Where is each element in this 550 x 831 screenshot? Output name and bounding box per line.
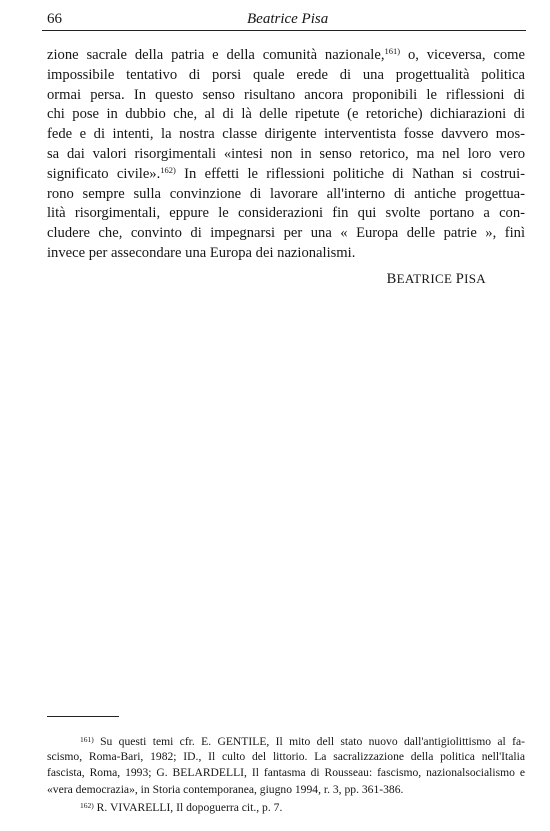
body-line: invece per assecondare una Europa dei nazionalismi. — [47, 244, 356, 261]
footnotes — [47, 732, 525, 815]
body-paragraph — [47, 46, 525, 264]
body-line: zione sacrale della patria e della comunità nazionale,$^{161)}$ o, viceversa, come — [47, 46, 525, 63]
footnote-162: $^{162)}$ R. VIVARELLI, Il dopoguerra cit., p. 7. — [80, 801, 283, 814]
author-signature: BEATRICE PISA — [386, 271, 486, 287]
footnote-161-cont: scismo, Roma-Bari, 1982; ID., Il culto del littorio. La sacralizzazione della politica nell'Italia — [47, 749, 525, 763]
body-line: significato civile».$^{162)}$ In effetti le riflessioni politiche di Nathan si costrui- — [47, 164, 525, 182]
body-line: fede e di intenti, la nostra classe dirigente interventista fosse davvero mos- — [47, 126, 525, 143]
body-line: lità risorgimentali, eppure le considerazioni fin qui svolte portano a con- — [47, 205, 525, 222]
header-rule — [42, 30, 526, 31]
page-number: 66 — [47, 11, 62, 27]
running-head: Beatrice Pisa — [247, 11, 329, 27]
footnote-ref-162: 162) — [160, 164, 176, 175]
body-line: cludere che, convinto di impegnarsi per una « Europa delle patrie », finì — [47, 225, 525, 242]
footnote-ref-161: 161) — [384, 46, 401, 56]
body-line: rono sempre sulla convinzione di lavorare all'interno di antiche progettua- — [47, 185, 525, 202]
body-line: chi pose in dubbio che, al di là delle ripetute (e retoriche) dichiarazioni di — [47, 106, 525, 123]
body-line: ormai persa. In questo senso risultano ancora proponibili le riflessioni di — [47, 86, 525, 103]
footnote-rule — [47, 716, 119, 717]
body-line: impossibile tentativo di porsi quale erede di una progettualità politica — [47, 66, 525, 83]
footnote-161: $^{161)}$ Su questi temi cfr. E. GENTILE, Il mito dell stato nuovo dall'antigiolittismo al fa- — [80, 735, 525, 748]
page-header — [47, 10, 523, 32]
footnote-161-cont: «vera democrazia», in Storia contemporanea, giugno 1994, r. 3, pp. 361-386. — [47, 782, 404, 796]
body-line: sa dai valori risorgimentali «intesi non in senso retorico, ma nel loro vero — [47, 145, 525, 162]
footnote-161-cont: fascista, Roma, 1993; G. BELARDELLI, Il fantasma di Rousseau: fascismo, nazionalsocialismo e — [47, 766, 525, 779]
